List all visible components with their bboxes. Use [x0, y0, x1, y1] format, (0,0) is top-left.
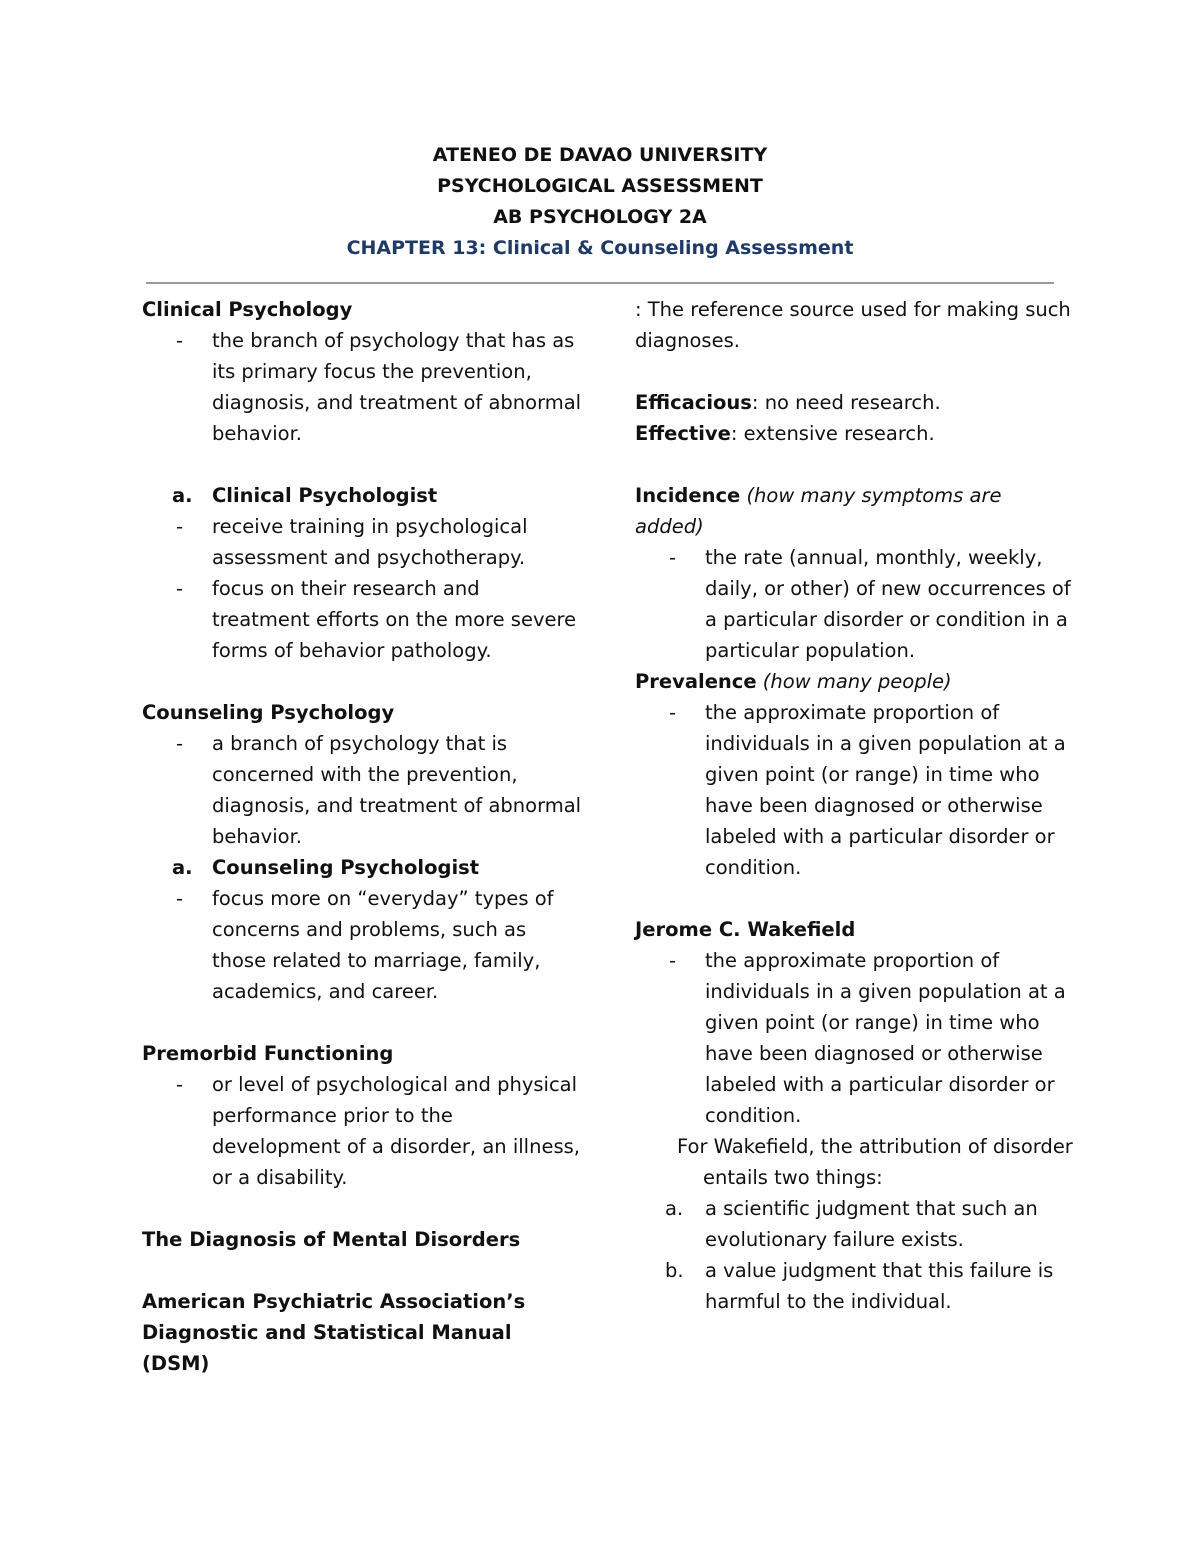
list-item	[635, 697, 1075, 883]
diagnosis-heading: The Diagnosis of Mental Disorders	[142, 1228, 521, 1251]
document-header	[0, 140, 1200, 264]
premorbid-functioning-heading: Premorbid Functioning	[142, 1042, 394, 1065]
incidence-definition: the rate (annual, monthly, weekly, daily, or other) of new occurrences of a particular disorder or condition in a particular population.	[705, 546, 1071, 662]
list-item	[142, 511, 582, 573]
counseling-psychology-definition: a branch of psychology that is concerned with the prevention, diagnosis, and treatment of abnormal behavior.	[212, 732, 582, 848]
header-divider	[146, 282, 1054, 284]
clinical-psychologist-heading	[142, 480, 582, 511]
effective-term: Effective	[635, 422, 731, 445]
chapter-title: CHAPTER 13: Clinical & Counseling Assessment	[346, 237, 854, 259]
clinical-psychologist-point: receive training in psychological assessment and psychotherapy.	[212, 515, 528, 569]
counseling-psychologist-definition: focus more on “everyday” types of concerns and problems, such as those related to marriage, family, academics, and career.	[212, 887, 554, 1003]
incidence-term: Incidence	[635, 484, 741, 507]
clinical-psychologist-label: Clinical Psychologist	[212, 484, 438, 507]
prevalence-term: Prevalence	[635, 670, 757, 693]
list-item	[635, 945, 1075, 1131]
bullet-marker: -	[669, 949, 677, 972]
clinical-psychology-definition: the branch of psychology that has as its primary focus the prevention, diagnosis, and treatment of abnormal behavior.	[212, 329, 582, 445]
wakefield-judgment-a: a scientific judgment that such an evolutionary failure exists.	[705, 1197, 1038, 1251]
section-title: AB PSYCHOLOGY 2A	[493, 206, 707, 228]
list-item	[142, 1069, 582, 1193]
incidence-note: (how many symptoms are added)	[635, 484, 1002, 538]
dsm-description: : The reference source used for making such diagnoses.	[635, 298, 1071, 352]
wakefield-judgment-b: a value judgment that this failure is harmful to the individual.	[705, 1259, 1054, 1313]
wakefield-definition: the approximate proportion of individuals in a given population at a given point (or range) in time who have been diagnosed or otherwise labeled with a particular disorder or condition.	[705, 949, 1066, 1127]
efficacious-description: : no need research.	[751, 391, 941, 414]
list-item	[142, 883, 582, 1007]
counseling-psychology-heading: Counseling Psychology	[142, 701, 395, 724]
list-item	[142, 325, 582, 449]
wakefield-attribution-text: For Wakefield, the attribution of disorder entails two things:	[677, 1135, 1073, 1189]
left-column	[142, 294, 582, 1379]
list-letter: a.	[172, 856, 193, 879]
list-item	[635, 542, 1075, 666]
efficacious-term: Efficacious	[635, 391, 752, 414]
bullet-marker: -	[176, 515, 184, 538]
university-name: ATENEO DE DAVAO UNIVERSITY	[432, 144, 768, 166]
list-item	[142, 573, 582, 666]
list-item	[635, 1193, 1075, 1255]
right-column	[635, 294, 1075, 1317]
effective-line	[635, 418, 1075, 449]
bullet-marker: -	[669, 701, 677, 724]
wakefield-attribution	[635, 1131, 1075, 1193]
list-item	[635, 1255, 1075, 1317]
list-letter: a.	[172, 484, 193, 507]
prevalence-note: (how many people)	[762, 670, 952, 693]
bullet-marker: -	[176, 732, 184, 755]
premorbid-functioning-definition: or level of psychological and physical performance prior to the development of a disorder, an illness, or a disability.	[212, 1073, 580, 1189]
effective-description: : extensive research.	[730, 422, 935, 445]
prevalence-definition: the approximate proportion of individuals in a given population at a given point (or range) in time who have been diagnosed or otherwise labeled with a particular disorder or condition.	[705, 701, 1066, 879]
clinical-psychology-heading: Clinical Psychology	[142, 298, 353, 321]
efficacious-line	[635, 387, 1075, 418]
list-letter: b.	[665, 1259, 684, 1282]
bullet-marker: -	[176, 577, 184, 600]
bullet-marker: -	[176, 1073, 184, 1096]
counseling-psychologist-heading	[142, 852, 582, 883]
list-item	[142, 728, 582, 852]
wakefield-heading: Jerome C. Wakefield	[635, 918, 856, 941]
bullet-marker: -	[176, 329, 184, 352]
clinical-psychologist-point: focus on their research and treatment efforts on the more severe forms of behavior pathology.	[212, 577, 577, 662]
list-letter: a.	[665, 1197, 684, 1220]
bullet-marker: -	[176, 887, 184, 910]
counseling-psychologist-label: Counseling Psychologist	[212, 856, 480, 879]
prevalence-heading	[635, 666, 1075, 697]
course-title: PSYCHOLOGICAL ASSESSMENT	[437, 175, 763, 197]
dsm-heading: American Psychiatric Association’s Diagnostic and Statistical Manual (DSM)	[142, 1290, 526, 1375]
bullet-marker: -	[669, 546, 677, 569]
incidence-heading	[635, 480, 1075, 542]
